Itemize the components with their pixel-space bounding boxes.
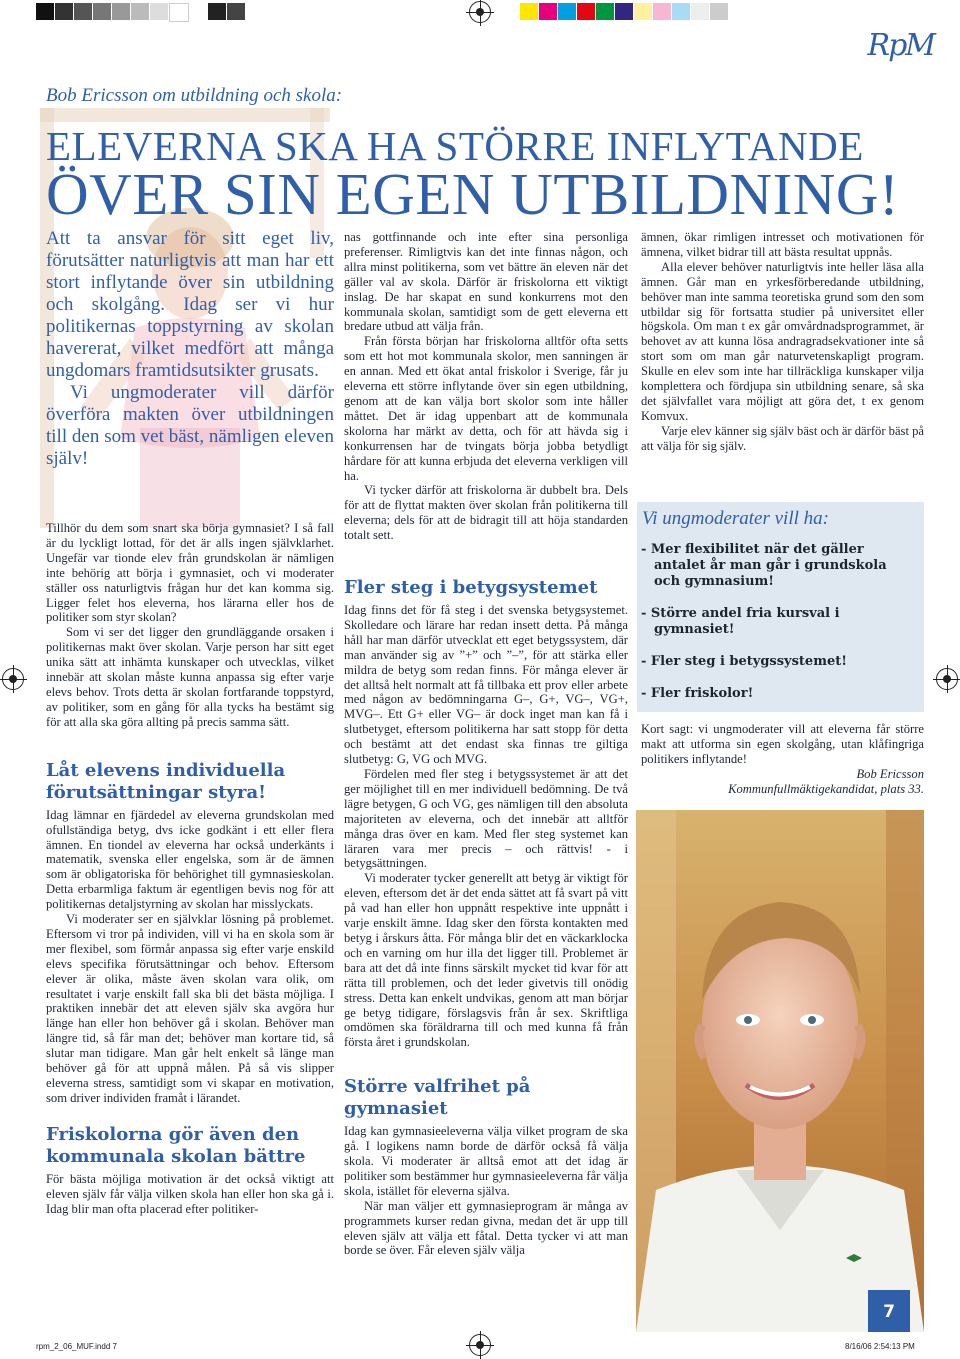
print-slug-timestamp: 8/16/06 2:54:13 PM [845, 1342, 915, 1351]
headline-line-1: ELEVERNA SKA HA STÖRRE INFLYTANDE [46, 123, 864, 169]
closing-text [641, 722, 924, 797]
section-heading: Friskolorna gör även den kommunala skolan bättre [46, 1123, 306, 1167]
color-swatch [36, 3, 55, 20]
registration-mark-icon [936, 668, 958, 690]
demands-box-title: Vi ungmoderater vill ha: [642, 508, 829, 529]
body-paragraph: ämnen, ökar rimligen intresset och motivationen för ämnena, vilket bidrar till att bästa resultat uppnås. [641, 230, 924, 259]
color-swatch [710, 3, 729, 20]
body-paragraph: Från första början har friskolorna alltför ofta setts som ett hot mot kommunala skolor, men sanningen är en annan. Med ett ökat antal friskolor i Sverige, får ju eleverna ett större inflytande över sin egen utbildning, genom att de kan välja bort skolor som inte håller måttet. Det är idag uppenbart att de kommunala skolorna har märkt av detta, och för att hävda sig i konkurrensen har de tvingats börja jobba betydligt hårdare för att kunna erbjuda det eleverna verkligen vill ha. [344, 334, 628, 483]
author-role: Kommunfullmäktigekandidat, plats 33. [728, 781, 924, 796]
closing-paragraph: Kort sagt: vi ungmoderater vill att eleverna får större makt att utforma sin egen skolgång, utan klåfingriga politikers inflytande! [641, 722, 924, 766]
color-swatch [577, 3, 596, 20]
section-heading: Låt elevens individuella förutsättningar styra! [46, 759, 286, 803]
headline-line-2: ÖVER SIN EGEN UTBILDNING! [46, 161, 900, 227]
print-color-bar-left [36, 3, 246, 20]
color-swatch [74, 3, 93, 20]
kicker: Bob Ericsson om utbildning och skola: [46, 85, 343, 106]
body-paragraph: Tillhör du dem som snart ska börja gymnasiet? I så fall är du lyckligt lottad, för det är alls ingen självklarhet. Ungefär var tionde elev från grundskolan är nämligen inte behörig att börja i gymnasiet, och vi moderater ställer oss naturligtvis frågan hur det kan komma sig. Ligger felet hos eleverna, hos lärarna eller hos de politiker som styr skolan? [46, 521, 334, 625]
color-swatch [131, 3, 150, 20]
body-paragraph: Idag finns det för få steg i det svenska betygsystemet. Skolledare och lärare har redan insett detta. På många håll har man därför utvecklat ett eget betygssystem, där man använder sig av ”+” och ”–”, för att stärka eller mildra de betyg som redan finns. För många elever är det alltså helt normalt att få tillbaka ett prov eller arbete med någon av bedömningarna G–, G+, VG–, VG+, MVG–. Ett G+ eller VG– är dock inget man kan få i slutbetyget, eftersom politikerna har satt stopp för detta och bestämt att det endast ska finnas tre giltiga slutbetyg: G, VG och MVG. [344, 603, 628, 767]
body-paragraph: Idag kan gymnasieeleverna välja vilket program de ska gå. I logikens namn borde de därför också få välja skola. Vi moderater är alltså emot att det idag är politiker som bestämmer hur gymnasieeleverna får välja skola, istället för eleverna själva. [344, 1124, 628, 1198]
lead-text [46, 228, 334, 470]
print-slug-filename: rpm_2_06_MUF.indd 7 [36, 1342, 117, 1351]
body-paragraph: Idag lämnar en fjärdedel av eleverna grundskolan med ofullständiga betyg, dvs icke godkänt i ett eller flera ämnen. En tiondel av eleverna har också underkänts i matematik, svenska eller engelska, som är de ämnen som är obligatoriska för behörighet till gymnasieskolan. Detta erbarmliga faktum är egentligen bevis nog för att politikernas detaljstyrning av skolan har misslyckats. [46, 807, 334, 912]
color-swatch [558, 3, 577, 20]
body-paragraph: Vi moderater tycker generellt att betyg är viktigt för eleven, eftersom det är det enda sättet att få svart på vitt på vad han eller hon uppnått respektive inte uppnått i varje enskilt ämne. Idag sker den första kontakten med betyg i årskurs åtta. För många blir det en väckarklocka och en varning om hur illa det ligger till. Problemet är bara att det då inte finns särskilt mycket tid kvar för att rätta till problemen, och det leder givetvis till onödig stress. Detta kan enkelt undvikas, genom att man börjar ge betyg tidigare, förslagsvis från år sex. Skriftliga omdömen ska föräldrarna till och med kunna få från första året i grundskolan. [344, 871, 628, 1050]
registration-mark-icon [469, 1334, 491, 1356]
section-heading: Fler steg i betygsystemet [344, 577, 598, 599]
lead-paragraph: Vi ungmoderater vill därför överföra makten över utbildningen till den som vet bäst, nämligen eleven själv! [46, 382, 334, 469]
body-paragraph: För bästa möjliga motivation är det också viktigt att eleven själv får välja vilken skola han eller hon ska gå i. Idag blir man ofta placerad efter politiker- [46, 1171, 334, 1216]
print-color-bar-right [520, 3, 729, 20]
color-swatch [150, 3, 169, 20]
demand-item: - Större andel fria kursval i gymnasiet! [641, 606, 840, 637]
demand-item: - Fler steg i betygssystemet! [641, 654, 847, 669]
article-column-1 [46, 521, 334, 1217]
demands-box [637, 502, 924, 712]
color-swatch [112, 3, 131, 20]
body-paragraph: När man väljer ett gymnasieprogram är många av programmets kurser redan givna, medan det är upp till eleven själv att välja ett fåtal. Detta tycker vi att man borde se över. Får eleven själv välja [344, 1198, 628, 1258]
body-paragraph: Fördelen med fler steg i betygssystemet är att det ger möjlighet till en mer individuell bedömning. De två lägre betygen, G och VG, ges nämligen till den absoluta majoriteten av eleverna, och det innebär att alltför många dras över en kam. Med fler steg systemet kan läraren vara mer precis – och rättvis! - i betygsättningen. [344, 767, 628, 871]
page-number: 7 [868, 1290, 910, 1332]
color-swatch [539, 3, 558, 20]
registration-mark-icon [2, 668, 24, 690]
color-swatch [615, 3, 634, 20]
portrait-photo [636, 810, 924, 1332]
color-swatch [55, 3, 74, 20]
color-swatch [93, 3, 112, 20]
registration-mark-icon [469, 1, 491, 23]
lead-paragraph: Att ta ansvar för sitt eget liv, förutsätter naturligtvis att man har ett stort inflytande över sin utbildning och skolgång. Idag ser vi hur politikernas toppstyrning av skolan havererat, vilket medfört att många ungdomars framtidsutsikter grusats. [46, 228, 334, 381]
color-swatch [208, 3, 227, 20]
demand-item: - Mer flexibilitet när det gäller antalet år man går i grundskola och gymnasium! [641, 542, 887, 589]
color-swatch [634, 3, 653, 20]
body-paragraph: Vi tycker därför att friskolorna är dubbelt bra. Dels för att de flyttat makten över skolan från politikerna till eleverna; dels för att de bidragit till att höja standarden totalt sett. [344, 483, 628, 543]
magazine-logo: RpM [867, 28, 934, 63]
body-paragraph: Alla elever behöver naturligtvis inte heller läsa alla ämnen. Går man en yrkesförberedande utbildning, behöver man inte samma teoretiska grund som den som utbildar sig för fortsatta studier på universitet eller högskola. Om man t ex går omvårdnadsprogrammet, är behovet av att kunna lösa andragradsekvationer inte så stort som om man går naturvetenskapligt program. Skulle en elev som inte har tillräckliga kunskaper vilja komplettera och fördjupa sin utbildning senare, så ska det självfallet vara möjligt att göra det, t ex genom Komvux. [641, 259, 924, 423]
color-swatch [596, 3, 615, 20]
color-swatch [520, 3, 539, 20]
color-swatch [227, 3, 246, 20]
article-column-3 [641, 230, 924, 454]
body-paragraph: nas gottfinnande och inte efter sina personliga preferenser. Rimligtvis kan det inte finnas någon, och allra minst politikerna, som vet bättre än eleven när det gäller val av skola. Därför är friskolorna ett viktigt inslag. De har skapat en sund konkurrens mot den kommunala skolan, samtidigt som de gett eleverna ett bredare utbud att välja från. [344, 230, 628, 334]
demand-item: - Fler friskolor! [641, 686, 754, 701]
article-column-2 [344, 230, 628, 1258]
color-swatch [189, 3, 208, 20]
section-heading: Större valfrihet på gymnasiet [344, 1076, 531, 1120]
color-swatch [653, 3, 672, 20]
color-swatch [169, 3, 189, 22]
body-paragraph: Varje elev känner sig själv bäst och är därför bäst på att välja för sig själv. [641, 423, 924, 453]
body-paragraph: Som vi ser det ligger den grundläggande orsaken i politikernas makt över skolan. Varje person har sitt eget unika sätt att inhämta kunskaper och utvecklas, vilket innebär att skolan måste kunna anpassa sig efter varje elevs behov. Trots detta är skolan fortfarande toppstyrd, av politiker, som en gång för alla tycks ha bestämt sig för att alla ska göra allting på precis samma sätt. [46, 625, 334, 729]
demands-list [641, 542, 917, 718]
color-swatch [691, 3, 710, 20]
author-name: Bob Ericsson [856, 766, 924, 781]
color-swatch [672, 3, 691, 20]
body-paragraph: Vi moderater ser en självklar lösning på problemet. Eftersom vi tror på individen, vill vi ha en skola som är mer flexibel, som förmår anpassa sig efter varje enskild elevs specifika förutsättningar och behov. Eftersom elever är olika, måste även skolan vara olik, om resultatet i varje enskilt fall ska bli det bästa möjliga. I praktiken innebär det att eleven själv ska avgöra hur länge han eller hon behöver gå i skolan. Behöver man längre tid, så får man det; behöver man kortare tid, så slutar man tidigare. Man går helt enkelt så länge man behöver gå för att uppnå målen. På så vis slipper eleverna stress, samtidigt som vi skapar en motivation, som driver individen framåt i lärandet. [46, 912, 334, 1105]
